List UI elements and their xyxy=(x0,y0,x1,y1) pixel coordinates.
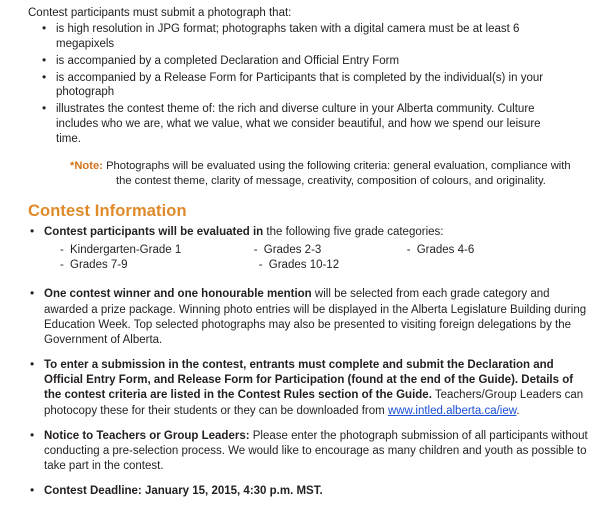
submission-lead: To enter a submission in the contest, entrants must complete and submit the Declaration and Official Entry Form, and Release Form for Participation (found at the end of the Guide). xyxy=(44,359,554,387)
contest-information-list xyxy=(0,225,610,499)
list-item-submission xyxy=(30,358,589,419)
grade-cell: - Grades 2-3 xyxy=(252,243,405,258)
list-item-winner xyxy=(30,287,589,348)
section-title-contest-information: Contest Information xyxy=(28,202,187,221)
submission-after-link: . xyxy=(516,404,520,417)
deadline-label: Contest Deadline: xyxy=(44,485,142,498)
notice-rest: Please enter the photograph submission of all participants without conducting a pre-selection process. We would like to encourage as many children and youth as possible to take part in the contest. xyxy=(44,429,588,473)
list-item: • illustrates the contest theme of: the rich and diverse culture in your Alberta community. Culture includes who we are, what we value, what we consider beautiful, and how we spend our leisure time. xyxy=(42,102,545,147)
submission-rest: Details of the contest criteria are listed in the Contest Rules section of the Guide. xyxy=(44,374,574,402)
deadline-value: January 15, 2015, 4:30 p.m. MST. xyxy=(141,485,323,498)
list-item-grade-categories xyxy=(30,225,589,273)
iew-website-link[interactable]: www.intled.alberta.ca/iew xyxy=(387,404,517,417)
grade-categories-lead: Contest participants will be evaluated in xyxy=(44,226,264,239)
grade-categories-rest: the following five grade categories: xyxy=(263,226,444,239)
table-row xyxy=(58,243,528,258)
grade-cell: - Grades 10-12 xyxy=(257,258,414,273)
intro-paragraph: Contest participants must submit a photograph that: xyxy=(28,7,292,19)
list-item-deadline xyxy=(30,484,589,499)
grade-cell: - Grades 7-9 xyxy=(58,258,257,273)
list-item: • is accompanied by a completed Declaration and Official Entry Form xyxy=(42,54,545,69)
submission-rest2: Teachers/Group Leaders can photocopy these for their students or they can be downloaded from xyxy=(44,389,584,417)
evaluation-note xyxy=(70,159,586,188)
winner-lead: One contest winner and one honourable mention xyxy=(44,288,312,301)
note-text: Photographs will be evaluated using the following criteria: general evaluation, compliance with the contest theme, clarity of message, creativity, composition of colours, and originality. xyxy=(106,160,571,187)
list-item-notice-teachers xyxy=(30,429,589,475)
requirements-list xyxy=(0,22,545,148)
note-label: *Note: xyxy=(70,160,103,173)
winner-rest: will be selected from each grade category and awarded a prize package. Winning photo entries will be displayed in the Alberta Legislature Building during Education Week. Top selected photographs may also be presented to visiting foreign delegations by the Government of Alberta. xyxy=(44,288,587,346)
spacer xyxy=(0,275,610,287)
list-item: • is accompanied by a Release Form for Participants that is completed by the individual(s) in your photograph xyxy=(42,71,545,101)
grade-cell-empty xyxy=(414,258,528,273)
document-page xyxy=(0,6,610,513)
notice-lead: Notice to Teachers or Group Leaders: xyxy=(44,429,250,442)
list-item: • is high resolution in JPG format; photographs taken with a digital camera must be at least 6 megapixels xyxy=(42,22,545,52)
grade-cell: - Kindergarten-Grade 1 xyxy=(58,243,252,258)
grade-cell: - Grades 4-6 xyxy=(405,243,528,258)
table-row xyxy=(58,258,528,273)
grade-categories-table xyxy=(58,243,528,274)
